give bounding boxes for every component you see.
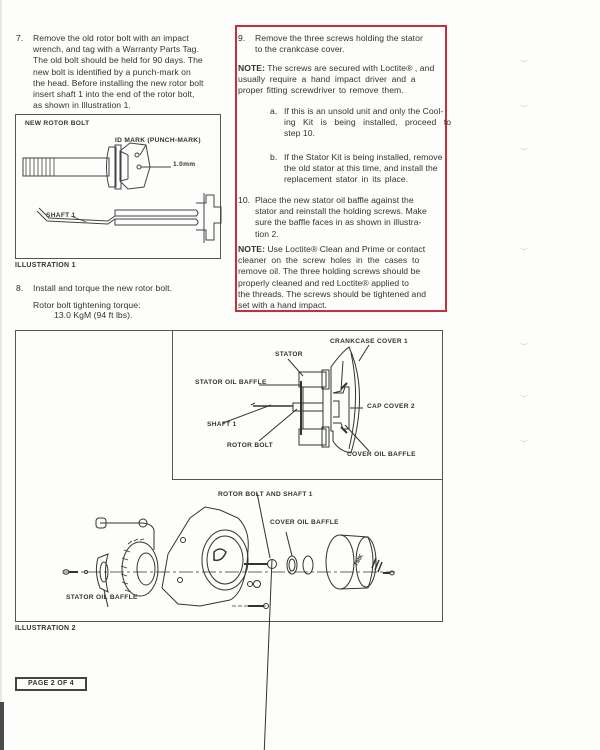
exploded-view-drawing	[0, 480, 450, 620]
text-line: the old stator at this time, and install the	[284, 163, 438, 174]
binder-hole-mark	[519, 245, 529, 250]
text-line: ing Kit is being installed, proceed to	[284, 117, 452, 128]
shaft-label: SHAFT 1	[46, 212, 76, 219]
step-9-text	[255, 33, 443, 55]
step-number: 10.	[238, 195, 251, 205]
text-line: If the Stator Kit is being installed, remove	[284, 152, 443, 162]
text-line: proper fitting screwdriver to remove them.	[238, 85, 404, 96]
step-8-text: Install and torque the new rotor bolt.	[33, 283, 173, 293]
binder-hole-mark	[519, 102, 529, 107]
binder-hole-mark	[519, 437, 529, 442]
page-number-badge: PAGE 2 OF 4	[15, 677, 87, 691]
text-line: Place the new stator oil baffle against the	[255, 195, 414, 205]
step-number: 8.	[16, 283, 24, 293]
text-line: Remove the old rotor bolt with an impact	[33, 33, 189, 43]
text-line: If this is an unsold unit and only the Cool-	[284, 106, 444, 116]
binder-hole-mark	[519, 145, 529, 150]
step-number: 9.	[238, 33, 246, 43]
text-line: the head. Before installing the new rotor bolt	[33, 77, 204, 88]
substep-b-text	[284, 152, 446, 186]
cover-oil-baffle-label: COVER OIL BAFFLE	[347, 451, 416, 458]
note-2	[238, 244, 445, 311]
text-line: Use Loctite® Clean and Prime or contact	[264, 244, 426, 254]
stator-label: STATOR	[275, 351, 303, 358]
svg-text:TMK: TMK	[353, 553, 365, 568]
text-line: replacement stator in its place.	[284, 174, 409, 185]
text-line: remove oil. The three holding screws should be	[238, 266, 421, 277]
step-7-text	[33, 33, 218, 111]
step-number: 7.	[16, 33, 24, 43]
text-line: usually require a hand impact driver and a	[238, 74, 416, 85]
assembly-inset-frame	[172, 330, 443, 480]
id-mark-label: ID MARK (PUNCH-MARK)	[115, 137, 201, 144]
binder-hole-mark	[519, 392, 529, 397]
text-line: properly cleaned and red Loctite® applied to	[238, 277, 409, 288]
shaft-label: SHAFT 1	[207, 421, 237, 428]
stator-oil-baffle-label-exploded: STATOR OIL BAFFLE	[66, 594, 138, 601]
scan-edge-strip	[0, 702, 4, 750]
text-line: tion 2.	[255, 228, 279, 239]
illustration-2-caption: ILLUSTRATION 2	[15, 625, 76, 632]
crankcase-cover-label: CRANKCASE COVER 1	[330, 338, 409, 345]
cap-cover-label: CAP COVER 2	[367, 403, 415, 410]
illustration-1-title: NEW ROTOR BOLT	[25, 120, 90, 127]
dimension-label: 1.0mm	[173, 161, 196, 168]
torque-value: 13.0 KgM (94 ft lbs).	[54, 310, 133, 320]
note-1	[238, 63, 443, 97]
binder-hole-mark	[519, 340, 529, 345]
rotor-bolt-and-shaft-label: ROTOR BOLT AND SHAFT 1	[218, 491, 313, 498]
text-line: wrench, and tag with a Warranty Parts Tag.	[33, 44, 199, 55]
text-line: The screws are secured with Loctite® , and	[264, 63, 435, 73]
step-10-text	[255, 195, 443, 240]
substep-letter: b.	[270, 152, 278, 162]
rotor-bolt-label: ROTOR BOLT	[227, 442, 273, 449]
text-line: cleaner on the screw holes in the cases to	[238, 255, 420, 266]
text-line: insert shaft 1 into the end of the rotor bolt,	[33, 89, 195, 100]
text-line: as shown in Illustration 1.	[33, 100, 131, 111]
torque-label: Rotor bolt tightening torque:	[33, 300, 141, 310]
text-line: The old bolt should be held for 90 days. The	[33, 55, 203, 66]
illustration-1-frame	[15, 114, 221, 259]
stator-oil-baffle-label: STATOR OIL BAFFLE	[195, 379, 267, 386]
note-label: NOTE:	[238, 244, 265, 254]
illustration-1-caption: ILLUSTRATION 1	[15, 262, 76, 269]
note-label: NOTE:	[238, 63, 265, 73]
text-line: sure the baffle faces in as shown in illustra-	[255, 217, 422, 228]
rotor-bolt-drawing	[16, 115, 220, 258]
text-line: to the crankcase cover.	[255, 44, 345, 55]
text-line: step 10.	[284, 128, 315, 139]
binder-hole-mark	[519, 57, 529, 62]
substep-a-text	[284, 106, 452, 140]
substep-letter: a.	[270, 106, 278, 116]
text-line: Remove the three screws holding the stator	[255, 33, 423, 43]
cover-oil-baffle-label-exploded: COVER OIL BAFFLE	[270, 519, 339, 526]
text-line: new bolt is identified by a punch-mark on	[33, 66, 191, 77]
text-line: the threads. The screws should be tightened and	[238, 288, 427, 299]
text-line: set with a hand impact.	[238, 300, 328, 311]
text-line: stator and reinstall the holding screws. Make	[255, 206, 427, 217]
assembly-cross-section-drawing	[173, 331, 442, 479]
